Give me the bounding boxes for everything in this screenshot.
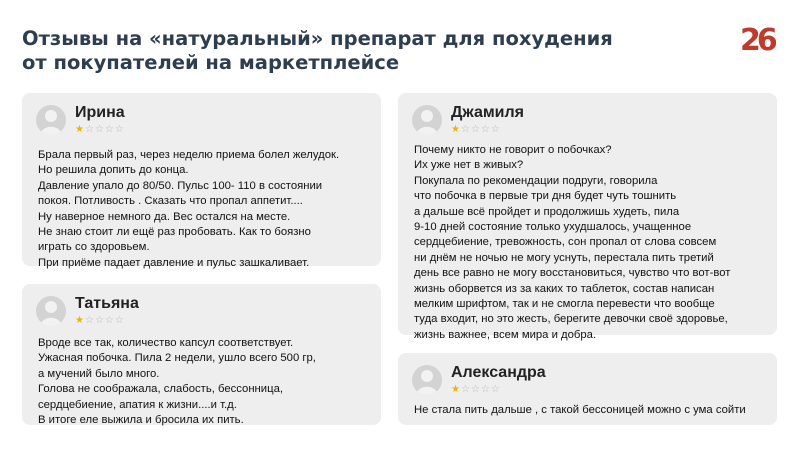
rating-stars — [75, 124, 125, 136]
review-line: а дальше всё пройдет и продолжишь худеть, пила — [414, 205, 680, 218]
review-line: жизнь оборвется из за каких то таблеток, состав написан — [414, 282, 715, 295]
review-line: туда входит, но это жесть, берегите девочки своё здоровье, — [414, 313, 728, 326]
rating-stars — [75, 315, 125, 327]
star-empty-icon: ☆ — [104, 315, 115, 326]
star-empty-icon: ☆ — [480, 124, 491, 135]
review-line: Не знаю стоит ли ещё раз пробовать. Как то боязно — [38, 226, 311, 239]
review-text — [38, 336, 316, 428]
star-empty-icon: ☆ — [114, 124, 125, 135]
reviewer-name: Джамиля — [451, 104, 525, 121]
review-line: Вроде все так, количество капсул соответствует. — [38, 337, 294, 349]
star-empty-icon: ☆ — [490, 124, 501, 135]
review-text — [414, 143, 730, 343]
review-line: жизнь важнее, всем мира и добра. — [414, 328, 597, 341]
star-empty-icon: ☆ — [470, 124, 481, 135]
review-line: что побочка в первые три дня будет чуть тошнить — [414, 190, 677, 203]
review-line: Давление упало до 80/50. Пульс 100- 110 в состоянии — [38, 179, 323, 192]
logo-text: 26 — [740, 24, 774, 54]
star-empty-icon: ☆ — [94, 124, 105, 135]
review-line: день все равно не могу восстановиться, чувство что вот-вот — [414, 267, 731, 280]
review-line: мелким шрифтом, так и не смогла перевести что вообще — [414, 298, 715, 311]
star-empty-icon: ☆ — [104, 124, 115, 135]
star-empty-icon: ☆ — [460, 384, 471, 395]
review-line: Голова не соображала, слабость, бессонница, — [38, 383, 283, 396]
review-line: Покупала по рекомендации подруги, говорила — [414, 174, 658, 187]
review-line: Ужасная побочка. Пила 2 недели, ушло всего 500 гр, — [38, 352, 316, 365]
avatar-icon — [412, 105, 442, 135]
avatar-icon — [412, 365, 442, 395]
rating-stars — [451, 384, 501, 396]
rating-stars — [451, 124, 501, 136]
reviewer-name: Ирина — [75, 104, 125, 121]
star-empty-icon: ☆ — [114, 315, 125, 326]
star-empty-icon: ☆ — [470, 384, 481, 395]
review-line: Брала первый раз, через неделю приема болел желудок. — [38, 149, 340, 161]
star-empty-icon: ☆ — [84, 124, 95, 135]
page-title — [22, 27, 662, 75]
review-line: сердцебиение, апатия к жизни....и т.д. — [38, 398, 237, 411]
review-line: Почему никто не говорит о побочках? — [414, 144, 612, 156]
review-card-aleksandra — [398, 353, 777, 425]
review-line: Их уже нет в живых? — [414, 159, 524, 172]
review-line: В итоге еле выжила и бросила их пить. — [38, 414, 244, 427]
star-filled-icon: ★ — [75, 315, 85, 326]
review-text — [414, 403, 746, 418]
review-line: играть со здоровьем. — [38, 241, 150, 254]
star-empty-icon: ☆ — [94, 315, 105, 326]
review-line: Ну наверное немного да. Вес остался на месте. — [38, 210, 291, 223]
star-empty-icon: ☆ — [490, 384, 501, 395]
logo-26-icon — [740, 24, 776, 54]
star-filled-icon: ★ — [451, 384, 461, 395]
reviewer-name: Татьяна — [75, 295, 139, 312]
review-line: сердцебиение, тревожность, сон пропал от слова совсем — [414, 236, 717, 249]
review-line: 9-10 дней состояние только ухудшалось, учащенное — [414, 221, 692, 234]
star-empty-icon: ☆ — [460, 124, 471, 135]
star-empty-icon: ☆ — [84, 315, 95, 326]
review-line: Но решила допить до конца. — [38, 164, 189, 177]
review-text — [38, 148, 339, 271]
review-line: покоя. Потливость . Сказать что пропал аппетит.... — [38, 195, 303, 208]
star-filled-icon: ★ — [75, 124, 85, 135]
star-filled-icon: ★ — [451, 124, 461, 135]
star-empty-icon: ☆ — [480, 384, 491, 395]
reviewer-name: Александра — [451, 364, 546, 381]
avatar-icon — [36, 105, 66, 135]
review-line: Не стала пить дальше , с такой бессоницей можно с ума сойти — [414, 404, 746, 416]
page-title-line-2: от покупателей на маркетплейсе — [22, 51, 400, 74]
review-card-tatyana — [22, 284, 381, 425]
review-line: ни днём не ночью не могу уснуть, перестала пить третий — [414, 251, 714, 264]
review-line: а мучений было много. — [38, 367, 160, 380]
avatar-icon — [36, 296, 66, 326]
review-card-dzhamilya — [398, 93, 777, 341]
review-line: При приёме падает давление и пульс зашкаливает. — [38, 256, 310, 269]
review-card-irina — [22, 93, 381, 269]
page-title-line-1: Отзывы на «натуральный» препарат для похудения — [22, 27, 613, 50]
